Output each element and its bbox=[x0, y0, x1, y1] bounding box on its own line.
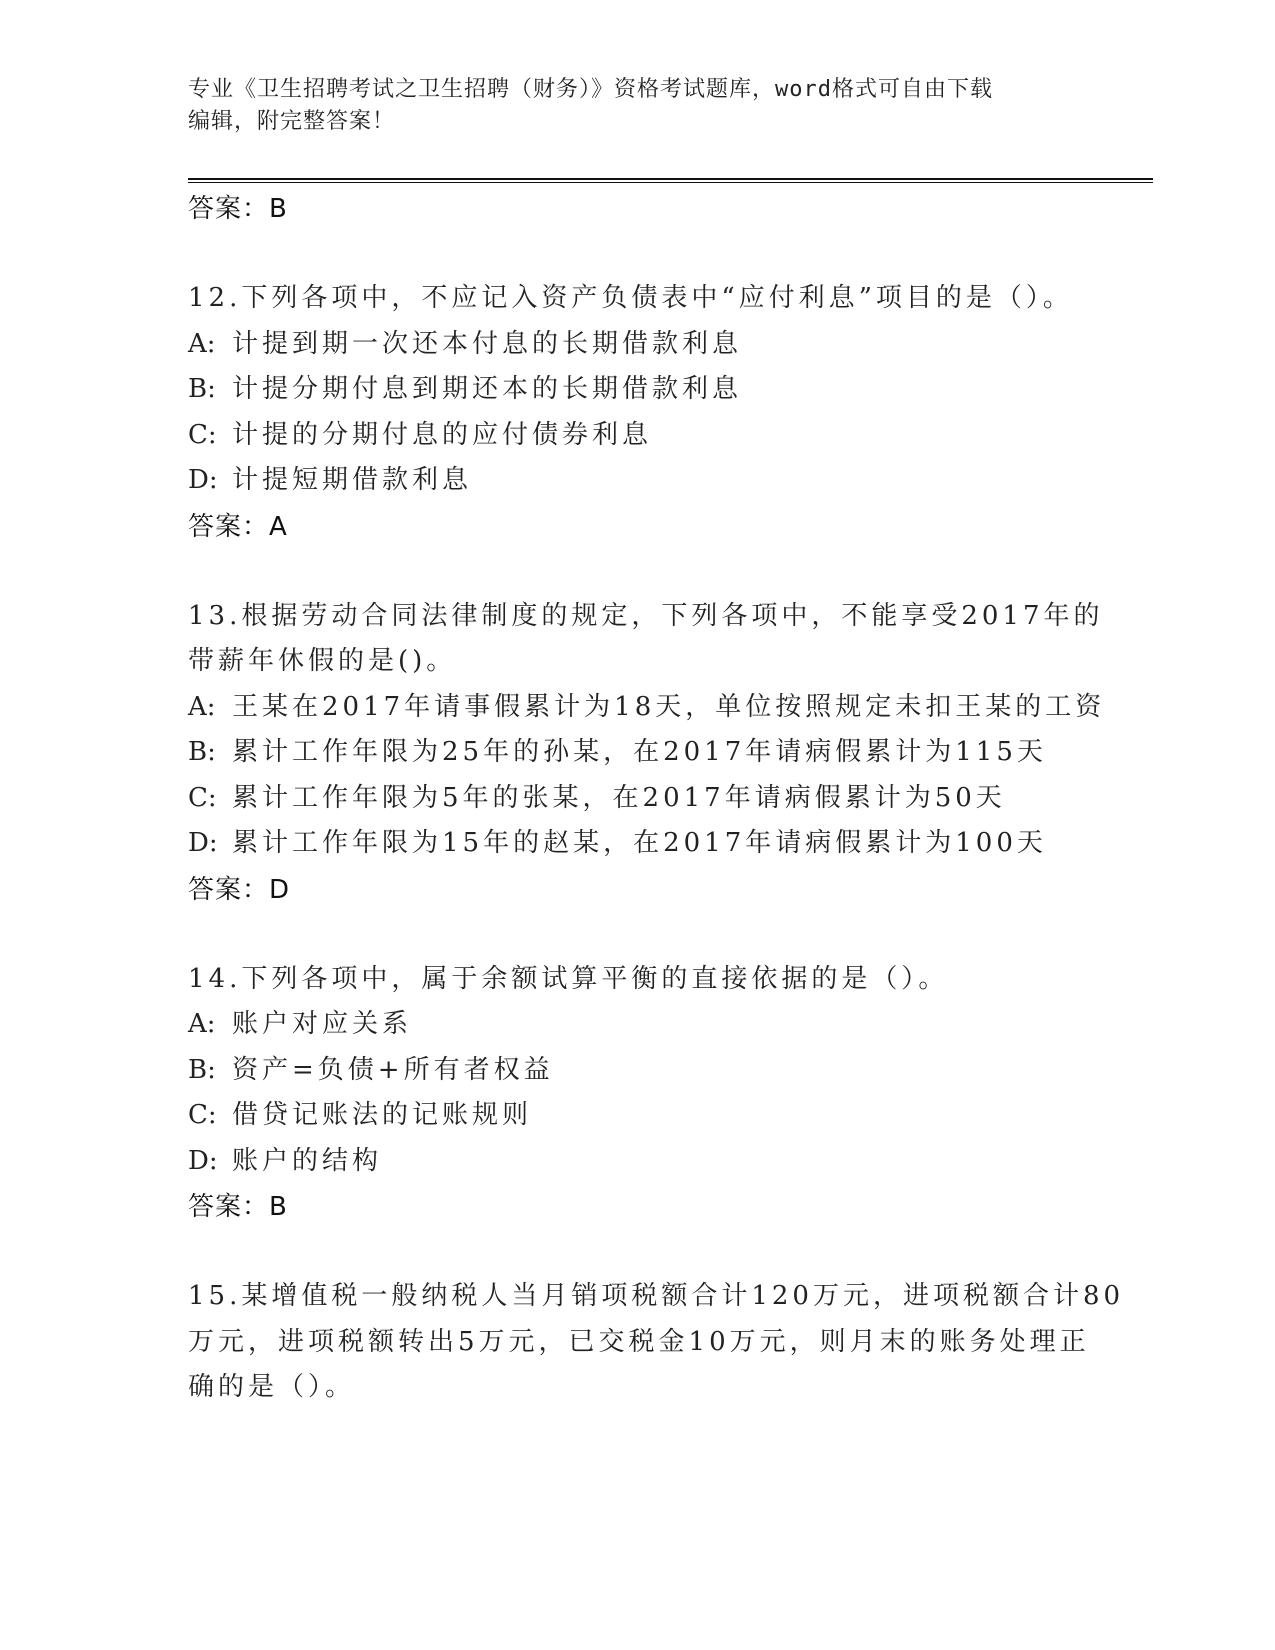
option-letter: A: bbox=[188, 691, 216, 722]
option-letter: B: bbox=[188, 374, 216, 404]
header-line-1: 专业《卫生招聘考试之卫生招聘（财务）》资格考试题库，word格式可自由下载 bbox=[188, 77, 993, 102]
option-text: 王某在2017年请事假累计为18天，单位按照规定未扣王某的工资 bbox=[232, 691, 1106, 722]
option-text: 计提短期借款利息 bbox=[232, 465, 473, 495]
answer-value: A bbox=[269, 511, 288, 542]
answer-label: 答案： bbox=[188, 874, 270, 905]
option-d bbox=[188, 1139, 1148, 1185]
option-c bbox=[188, 776, 1148, 822]
option-letter: C: bbox=[188, 782, 217, 813]
answer-line bbox=[188, 186, 1148, 232]
option-a bbox=[188, 685, 1148, 731]
option-letter: B: bbox=[188, 737, 216, 767]
option-letter: B: bbox=[188, 1054, 216, 1085]
option-c bbox=[188, 1093, 1148, 1139]
header-divider bbox=[188, 178, 1153, 183]
option-letter: D: bbox=[188, 1145, 218, 1176]
header-line-2: 编辑，附完整答案！ bbox=[188, 109, 396, 134]
answer-line bbox=[188, 1184, 1148, 1230]
question-text: 12.下列各项中，不应记入资产负债表中“应付利息”项目的是（）。 bbox=[188, 283, 1073, 313]
option-letter: D: bbox=[188, 828, 218, 858]
option-letter: A: bbox=[188, 328, 216, 359]
answer-value: B bbox=[269, 194, 288, 224]
option-b bbox=[188, 367, 1148, 413]
answer-value: D bbox=[269, 874, 291, 905]
question-text: 确的是（）。 bbox=[188, 1372, 356, 1402]
question-text: 14.下列各项中，属于余额试算平衡的直接依据的是（）。 bbox=[188, 963, 949, 994]
option-text: 借贷记账法的记账规则 bbox=[232, 1100, 533, 1130]
spacer bbox=[188, 913, 1148, 957]
option-text: 账户对应关系 bbox=[232, 1009, 413, 1039]
document-header bbox=[188, 74, 1088, 138]
question-text: 万元，进项税额转出5万元，已交税金10万元，则月末的账务处理正 bbox=[188, 1326, 1090, 1357]
option-text: 累计工作年限为25年的孙某，在2017年请病假累计为115天 bbox=[232, 737, 1047, 767]
question-text: 带薪年休假的是()。 bbox=[188, 646, 457, 676]
spacer bbox=[188, 232, 1148, 276]
option-letter: D: bbox=[188, 465, 218, 495]
option-text: 计提分期付息到期还本的长期借款利息 bbox=[232, 374, 743, 404]
option-a bbox=[188, 322, 1148, 368]
option-text: 累计工作年限为15年的赵某，在2017年请病假累计为100天 bbox=[232, 828, 1047, 858]
answer-label: 答案： bbox=[188, 511, 270, 542]
option-letter: A: bbox=[188, 1009, 216, 1039]
question-block bbox=[188, 1274, 1148, 1411]
option-letter: C: bbox=[188, 419, 217, 450]
option-letter: C: bbox=[188, 1100, 217, 1130]
option-text: 计提到期一次还本付息的长期借款利息 bbox=[232, 328, 743, 359]
question-block bbox=[188, 594, 1148, 913]
question-text: 15.某增值税一般纳税人当月销项税额合计120万元，进项税额合计80 bbox=[188, 1281, 1125, 1311]
option-c bbox=[188, 413, 1148, 459]
option-text: 资产=负债+所有者权益 bbox=[232, 1054, 554, 1085]
option-b bbox=[188, 1048, 1148, 1094]
question-list bbox=[188, 186, 1148, 1411]
question-block bbox=[188, 957, 1148, 1231]
option-d bbox=[188, 458, 1148, 504]
answer-label: 答案： bbox=[188, 1192, 270, 1222]
spacer bbox=[188, 1230, 1148, 1274]
option-text: 累计工作年限为5年的张某，在2017年请病假累计为50天 bbox=[232, 782, 1006, 813]
option-text: 账户的结构 bbox=[232, 1145, 383, 1176]
answer-value: B bbox=[269, 1192, 288, 1222]
option-a bbox=[188, 1002, 1148, 1048]
question-block bbox=[188, 276, 1148, 550]
answer-line bbox=[188, 504, 1148, 550]
spacer bbox=[188, 550, 1148, 594]
option-text: 计提的分期付息的应付债券利息 bbox=[232, 419, 653, 450]
option-d bbox=[188, 821, 1148, 867]
question-text: 13.根据劳动合同法律制度的规定，下列各项中，不能享受2017年的 bbox=[188, 600, 1104, 631]
answer-label: 答案： bbox=[188, 194, 270, 224]
option-b bbox=[188, 730, 1148, 776]
answer-line bbox=[188, 867, 1148, 913]
